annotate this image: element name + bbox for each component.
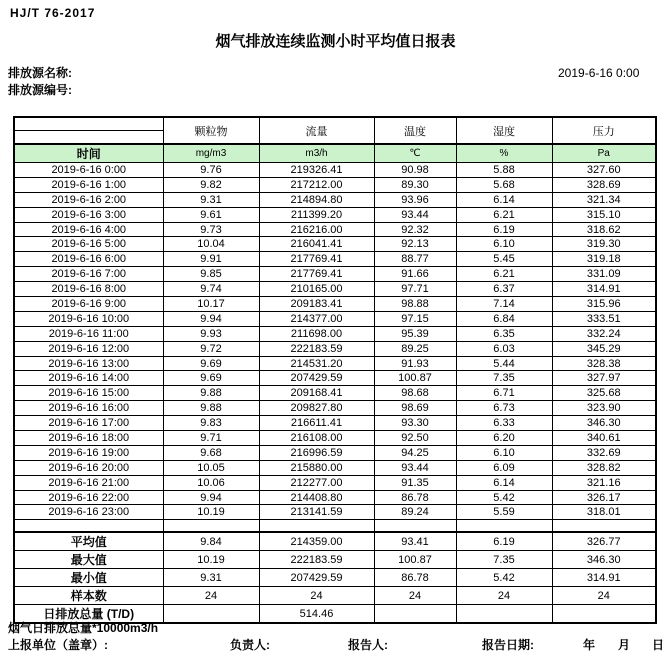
value-cell: 321.16 bbox=[552, 475, 656, 490]
summary-row bbox=[14, 587, 656, 605]
value-cell: 6.35 bbox=[456, 326, 552, 341]
value-cell: 9.72 bbox=[163, 341, 259, 356]
value-cell: 217769.41 bbox=[259, 252, 374, 267]
time-cell: 2019-6-16 10:00 bbox=[14, 311, 163, 326]
value-cell: 6.20 bbox=[456, 431, 552, 446]
time-cell: 2019-6-16 12:00 bbox=[14, 341, 163, 356]
table-row bbox=[14, 475, 656, 490]
time-cell: 2019-6-16 14:00 bbox=[14, 371, 163, 386]
value-cell: 213141.59 bbox=[259, 505, 374, 520]
summary-label: 样本数 bbox=[14, 587, 163, 605]
time-cell: 2019-6-16 3:00 bbox=[14, 207, 163, 222]
summary-value-cell: 9.31 bbox=[163, 569, 259, 587]
table-row bbox=[14, 341, 656, 356]
value-cell: 328.38 bbox=[552, 356, 656, 371]
summary-value-cell: 207429.59 bbox=[259, 569, 374, 587]
table-row bbox=[14, 311, 656, 326]
standard-number: HJ/T 76-2017 bbox=[10, 6, 96, 20]
value-cell: 98.88 bbox=[374, 297, 456, 312]
value-cell: 9.61 bbox=[163, 207, 259, 222]
summary-value-cell: 24 bbox=[163, 587, 259, 605]
value-cell: 9.93 bbox=[163, 326, 259, 341]
signature-line bbox=[0, 636, 671, 652]
value-cell: 88.77 bbox=[374, 252, 456, 267]
value-cell: 346.30 bbox=[552, 416, 656, 431]
value-cell: 5.59 bbox=[456, 505, 552, 520]
summary-value-cell: 514.46 bbox=[259, 605, 374, 624]
summary-value-cell: 5.42 bbox=[456, 569, 552, 587]
table-row bbox=[14, 445, 656, 460]
time-cell: 2019-6-16 4:00 bbox=[14, 222, 163, 237]
value-cell: 92.13 bbox=[374, 237, 456, 252]
value-cell: 9.83 bbox=[163, 416, 259, 431]
summary-value-cell: 24 bbox=[259, 587, 374, 605]
summary-value-cell: 24 bbox=[374, 587, 456, 605]
time-cell: 2019-6-16 8:00 bbox=[14, 282, 163, 297]
value-cell: 211399.20 bbox=[259, 207, 374, 222]
value-cell: 97.71 bbox=[374, 282, 456, 297]
summary-value-cell: 326.77 bbox=[552, 532, 656, 551]
value-cell: 10.17 bbox=[163, 297, 259, 312]
value-cell: 6.10 bbox=[456, 445, 552, 460]
value-cell: 97.15 bbox=[374, 311, 456, 326]
value-cell: 5.44 bbox=[456, 356, 552, 371]
time-cell: 2019-6-16 17:00 bbox=[14, 416, 163, 431]
table-row bbox=[14, 252, 656, 267]
report-table bbox=[13, 116, 657, 624]
time-cell: 2019-6-16 19:00 bbox=[14, 445, 163, 460]
table-row bbox=[14, 371, 656, 386]
value-cell: 209183.41 bbox=[259, 297, 374, 312]
table-row bbox=[14, 401, 656, 416]
value-cell: 216108.00 bbox=[259, 431, 374, 446]
day-label: 日 bbox=[652, 638, 665, 652]
table-row bbox=[14, 222, 656, 237]
value-cell: 332.24 bbox=[552, 326, 656, 341]
value-cell: 9.88 bbox=[163, 401, 259, 416]
value-cell: 7.14 bbox=[456, 297, 552, 312]
table-row bbox=[14, 356, 656, 371]
value-cell: 9.73 bbox=[163, 222, 259, 237]
value-cell: 94.25 bbox=[374, 445, 456, 460]
value-cell: 216216.00 bbox=[259, 222, 374, 237]
value-cell: 9.69 bbox=[163, 356, 259, 371]
value-cell: 315.10 bbox=[552, 207, 656, 222]
summary-row bbox=[14, 551, 656, 569]
value-cell: 6.84 bbox=[456, 311, 552, 326]
summary-value-cell bbox=[163, 605, 259, 624]
value-cell: 91.66 bbox=[374, 267, 456, 282]
time-column-header: 时间 bbox=[14, 144, 163, 163]
value-cell: 345.29 bbox=[552, 341, 656, 356]
value-cell: 6.14 bbox=[456, 192, 552, 207]
value-cell: 6.19 bbox=[456, 222, 552, 237]
table-row bbox=[14, 460, 656, 475]
value-cell: 6.37 bbox=[456, 282, 552, 297]
summary-value-cell: 7.35 bbox=[456, 551, 552, 569]
value-cell: 210165.00 bbox=[259, 282, 374, 297]
report-date-label: 报告日期: bbox=[482, 638, 534, 652]
value-cell: 315.96 bbox=[552, 297, 656, 312]
value-cell: 318.01 bbox=[552, 505, 656, 520]
time-cell: 2019-6-16 5:00 bbox=[14, 237, 163, 252]
time-cell: 2019-6-16 2:00 bbox=[14, 192, 163, 207]
report-unit-label: 上报单位（盖章）: bbox=[8, 638, 108, 652]
column-header-temperature: 温度 bbox=[374, 117, 456, 144]
responsible-person-label: 负责人: bbox=[230, 638, 270, 652]
report-title: 烟气排放连续监测小时平均值日报表 bbox=[215, 33, 456, 50]
summary-row bbox=[14, 532, 656, 551]
value-cell: 9.68 bbox=[163, 445, 259, 460]
summary-value-cell: 222183.59 bbox=[259, 551, 374, 569]
summary-label: 最小值 bbox=[14, 569, 163, 587]
column-header-flow: 流量 bbox=[259, 117, 374, 144]
unit-pressure: Pa bbox=[552, 144, 656, 163]
reporter-label: 报告人: bbox=[348, 638, 388, 652]
summary-value-cell: 214359.00 bbox=[259, 532, 374, 551]
value-cell: 98.69 bbox=[374, 401, 456, 416]
summary-value-cell: 86.78 bbox=[374, 569, 456, 587]
value-cell: 318.62 bbox=[552, 222, 656, 237]
value-cell: 89.30 bbox=[374, 177, 456, 192]
time-cell: 2019-6-16 6:00 bbox=[14, 252, 163, 267]
value-cell: 10.19 bbox=[163, 505, 259, 520]
table-row bbox=[14, 237, 656, 252]
table-row bbox=[14, 297, 656, 312]
summary-value-cell bbox=[456, 605, 552, 624]
value-cell: 98.68 bbox=[374, 386, 456, 401]
value-cell: 10.05 bbox=[163, 460, 259, 475]
value-cell: 89.25 bbox=[374, 341, 456, 356]
value-cell: 86.78 bbox=[374, 490, 456, 505]
total-emission-note: 烟气日排放总量*10000m3/h bbox=[8, 621, 159, 635]
summary-label: 日排放总量 (T/D) bbox=[14, 605, 163, 624]
value-cell: 9.94 bbox=[163, 311, 259, 326]
value-cell: 5.42 bbox=[456, 490, 552, 505]
value-cell: 332.69 bbox=[552, 445, 656, 460]
value-cell: 93.44 bbox=[374, 207, 456, 222]
value-cell: 92.32 bbox=[374, 222, 456, 237]
summary-value-cell: 9.84 bbox=[163, 532, 259, 551]
value-cell: 6.21 bbox=[456, 207, 552, 222]
time-cell: 2019-6-16 20:00 bbox=[14, 460, 163, 475]
value-cell: 327.97 bbox=[552, 371, 656, 386]
table-row bbox=[14, 192, 656, 207]
time-cell: 2019-6-16 7:00 bbox=[14, 267, 163, 282]
value-cell: 100.87 bbox=[374, 371, 456, 386]
unit-pm: mg/m3 bbox=[163, 144, 259, 163]
value-cell: 328.82 bbox=[552, 460, 656, 475]
value-cell: 9.82 bbox=[163, 177, 259, 192]
value-cell: 214894.80 bbox=[259, 192, 374, 207]
time-cell: 2019-6-16 1:00 bbox=[14, 177, 163, 192]
time-cell: 2019-6-16 11:00 bbox=[14, 326, 163, 341]
table-row bbox=[14, 431, 656, 446]
time-cell: 2019-6-16 16:00 bbox=[14, 401, 163, 416]
value-cell: 331.09 bbox=[552, 267, 656, 282]
column-header-humidity: 湿度 bbox=[456, 117, 552, 144]
summary-value-cell: 93.41 bbox=[374, 532, 456, 551]
summary-value-cell bbox=[374, 605, 456, 624]
value-cell: 9.74 bbox=[163, 282, 259, 297]
time-cell: 2019-6-16 9:00 bbox=[14, 297, 163, 312]
value-cell: 5.45 bbox=[456, 252, 552, 267]
header-empty-cell-top bbox=[14, 117, 163, 131]
source-name-label: 排放源名称: bbox=[8, 66, 72, 80]
spacer-row bbox=[14, 520, 656, 533]
value-cell: 214408.80 bbox=[259, 490, 374, 505]
time-cell: 2019-6-16 15:00 bbox=[14, 386, 163, 401]
value-cell: 222183.59 bbox=[259, 341, 374, 356]
summary-value-cell: 6.19 bbox=[456, 532, 552, 551]
summary-value-cell: 100.87 bbox=[374, 551, 456, 569]
value-cell: 6.03 bbox=[456, 341, 552, 356]
value-cell: 93.44 bbox=[374, 460, 456, 475]
value-cell: 209827.80 bbox=[259, 401, 374, 416]
table-row bbox=[14, 163, 656, 178]
value-cell: 323.90 bbox=[552, 401, 656, 416]
value-cell: 314.91 bbox=[552, 282, 656, 297]
value-cell: 6.21 bbox=[456, 267, 552, 282]
value-cell: 212277.00 bbox=[259, 475, 374, 490]
summary-value-cell: 24 bbox=[456, 587, 552, 605]
time-cell: 2019-6-16 23:00 bbox=[14, 505, 163, 520]
summary-value-cell: 24 bbox=[552, 587, 656, 605]
value-cell: 5.88 bbox=[456, 163, 552, 178]
table-row bbox=[14, 282, 656, 297]
table-row bbox=[14, 416, 656, 431]
value-cell: 326.17 bbox=[552, 490, 656, 505]
value-cell: 6.73 bbox=[456, 401, 552, 416]
header-row-top bbox=[14, 117, 656, 131]
table-row bbox=[14, 207, 656, 222]
value-cell: 93.30 bbox=[374, 416, 456, 431]
value-cell: 333.51 bbox=[552, 311, 656, 326]
value-cell: 9.31 bbox=[163, 192, 259, 207]
value-cell: 321.34 bbox=[552, 192, 656, 207]
value-cell: 209168.41 bbox=[259, 386, 374, 401]
value-cell: 217212.00 bbox=[259, 177, 374, 192]
value-cell: 95.39 bbox=[374, 326, 456, 341]
table-row bbox=[14, 490, 656, 505]
table-row bbox=[14, 326, 656, 341]
value-cell: 9.94 bbox=[163, 490, 259, 505]
value-cell: 340.61 bbox=[552, 431, 656, 446]
value-cell: 319.30 bbox=[552, 237, 656, 252]
table-row bbox=[14, 267, 656, 282]
summary-value-cell: 314.91 bbox=[552, 569, 656, 587]
summary-value-cell: 346.30 bbox=[552, 551, 656, 569]
time-cell: 2019-6-16 22:00 bbox=[14, 490, 163, 505]
value-cell: 216611.41 bbox=[259, 416, 374, 431]
column-header-pressure: 压力 bbox=[552, 117, 656, 144]
column-header-pm: 颗粒物 bbox=[163, 117, 259, 144]
value-cell: 9.76 bbox=[163, 163, 259, 178]
value-cell: 9.71 bbox=[163, 431, 259, 446]
month-label: 月 bbox=[618, 638, 631, 652]
unit-row bbox=[14, 144, 656, 163]
summary-value-cell bbox=[552, 605, 656, 624]
value-cell: 6.14 bbox=[456, 475, 552, 490]
unit-temperature: ℃ bbox=[374, 144, 456, 163]
value-cell: 91.35 bbox=[374, 475, 456, 490]
summary-value-cell: 10.19 bbox=[163, 551, 259, 569]
value-cell: 7.35 bbox=[456, 371, 552, 386]
value-cell: 93.96 bbox=[374, 192, 456, 207]
value-cell: 6.09 bbox=[456, 460, 552, 475]
value-cell: 211698.00 bbox=[259, 326, 374, 341]
value-cell: 6.71 bbox=[456, 386, 552, 401]
value-cell: 6.33 bbox=[456, 416, 552, 431]
value-cell: 6.10 bbox=[456, 237, 552, 252]
unit-humidity: % bbox=[456, 144, 552, 163]
value-cell: 92.50 bbox=[374, 431, 456, 446]
value-cell: 9.85 bbox=[163, 267, 259, 282]
table-row bbox=[14, 386, 656, 401]
time-cell: 2019-6-16 0:00 bbox=[14, 163, 163, 178]
summary-label: 最大值 bbox=[14, 551, 163, 569]
table-row bbox=[14, 505, 656, 520]
report-datetime: 2019-6-16 0:00 bbox=[558, 66, 640, 80]
value-cell: 9.88 bbox=[163, 386, 259, 401]
value-cell: 89.24 bbox=[374, 505, 456, 520]
value-cell: 216996.59 bbox=[259, 445, 374, 460]
value-cell: 217769.41 bbox=[259, 267, 374, 282]
time-cell: 2019-6-16 21:00 bbox=[14, 475, 163, 490]
value-cell: 327.60 bbox=[552, 163, 656, 178]
value-cell: 214377.00 bbox=[259, 311, 374, 326]
value-cell: 216041.41 bbox=[259, 237, 374, 252]
time-cell: 2019-6-16 13:00 bbox=[14, 356, 163, 371]
source-code-label: 排放源编号: bbox=[8, 83, 72, 97]
year-label: 年 bbox=[583, 638, 596, 652]
time-cell: 2019-6-16 18:00 bbox=[14, 431, 163, 446]
table-row bbox=[14, 177, 656, 192]
value-cell: 90.98 bbox=[374, 163, 456, 178]
summary-row bbox=[14, 569, 656, 587]
value-cell: 5.68 bbox=[456, 177, 552, 192]
value-cell: 325.68 bbox=[552, 386, 656, 401]
value-cell: 215880.00 bbox=[259, 460, 374, 475]
value-cell: 10.04 bbox=[163, 237, 259, 252]
value-cell: 214531.20 bbox=[259, 356, 374, 371]
value-cell: 9.91 bbox=[163, 252, 259, 267]
value-cell: 91.93 bbox=[374, 356, 456, 371]
value-cell: 319.18 bbox=[552, 252, 656, 267]
value-cell: 207429.59 bbox=[259, 371, 374, 386]
value-cell: 328.69 bbox=[552, 177, 656, 192]
header-empty-cell-bottom bbox=[14, 131, 163, 145]
value-cell: 10.06 bbox=[163, 475, 259, 490]
summary-label: 平均值 bbox=[14, 532, 163, 551]
value-cell: 219326.41 bbox=[259, 163, 374, 178]
value-cell: 9.69 bbox=[163, 371, 259, 386]
unit-flow: m3/h bbox=[259, 144, 374, 163]
